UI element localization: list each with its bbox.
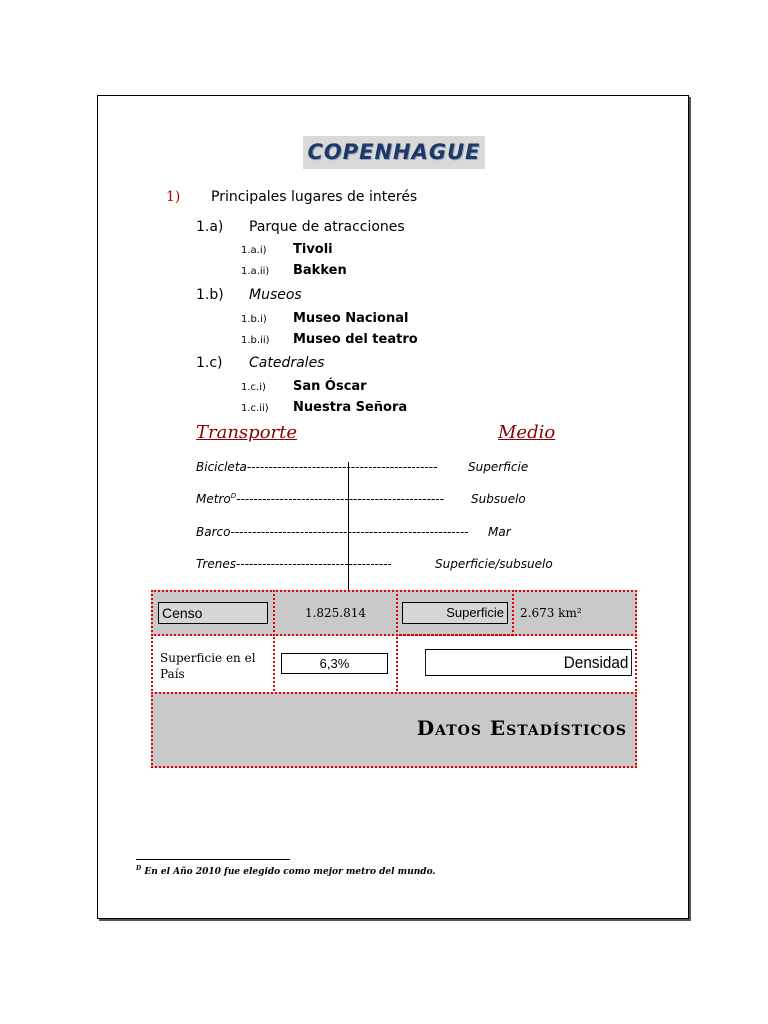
list-item: Nuestra Señora <box>293 400 408 415</box>
stats-title: Datos Estadísticos <box>416 716 627 740</box>
superficie-label: Superficie <box>402 602 508 624</box>
superficie-pais-cell <box>273 634 398 694</box>
censo-cell <box>151 590 275 636</box>
list-item-number: 1.a.ii) <box>241 266 270 277</box>
censo-label: Censo <box>158 602 268 624</box>
transport-row-medium: Subsuelo <box>471 492 526 506</box>
list-item: Museo del teatro <box>293 332 418 347</box>
list-item-number: 1.b.i) <box>241 314 267 325</box>
list-item: Museo Nacional <box>293 311 409 326</box>
transport-header: Transporte <box>196 422 298 443</box>
subsection-number: 1.c) <box>196 355 223 371</box>
section-number: 1) <box>166 189 181 205</box>
densidad-cell <box>396 634 637 694</box>
subsection-number: 1.b) <box>196 287 224 303</box>
transport-row-medium: Superficie/subsuelo <box>435 557 553 571</box>
superficie-pais-label: Superficie en el País <box>151 634 275 694</box>
page-title: COPENHAGUE <box>303 136 485 169</box>
list-item: Bakken <box>293 263 347 278</box>
stats-title-cell <box>151 692 637 768</box>
stats-table <box>151 590 637 768</box>
subsection-heading: Museos <box>249 287 302 303</box>
transport-row: Metro$^D$------------------------------------------------ <box>196 492 444 506</box>
list-item-number: 1.c.ii) <box>241 403 269 414</box>
transport-row-medium: Mar <box>488 525 511 539</box>
subsection-heading: Catedrales <box>249 355 325 371</box>
transport-row: Bicicleta-------------------------------------------- <box>196 460 438 474</box>
footnote: $^D$ En el Año 2010 fue elegido como mejor metro del mundo. <box>136 865 436 877</box>
list-item-number: 1.a.i) <box>241 245 267 256</box>
list-item: San Óscar <box>293 379 367 394</box>
superficie-value: 2.673 km² <box>512 590 637 636</box>
subsection-heading: Parque de atracciones <box>249 219 405 235</box>
footnote-separator <box>136 859 290 860</box>
document-page <box>97 95 689 919</box>
superficie-pais-value: 6,3% <box>281 653 388 674</box>
densidad-label: Densidad <box>425 649 632 676</box>
censo-value: 1.825.814 <box>273 590 398 636</box>
section-heading: Principales lugares de interés <box>211 189 418 205</box>
list-item-number: 1.b.ii) <box>241 335 270 346</box>
transport-row: Trenes------------------------------------ <box>196 557 392 571</box>
list-item: Tivoli <box>293 242 333 257</box>
transport-row-medium: Superficie <box>468 460 529 474</box>
list-item-number: 1.c.i) <box>241 382 266 393</box>
medium-header: Medio <box>498 422 556 443</box>
subsection-number: 1.a) <box>196 219 224 235</box>
transport-row: Barco------------------------------------------------------- <box>196 525 469 539</box>
superficie-cell <box>396 590 514 636</box>
